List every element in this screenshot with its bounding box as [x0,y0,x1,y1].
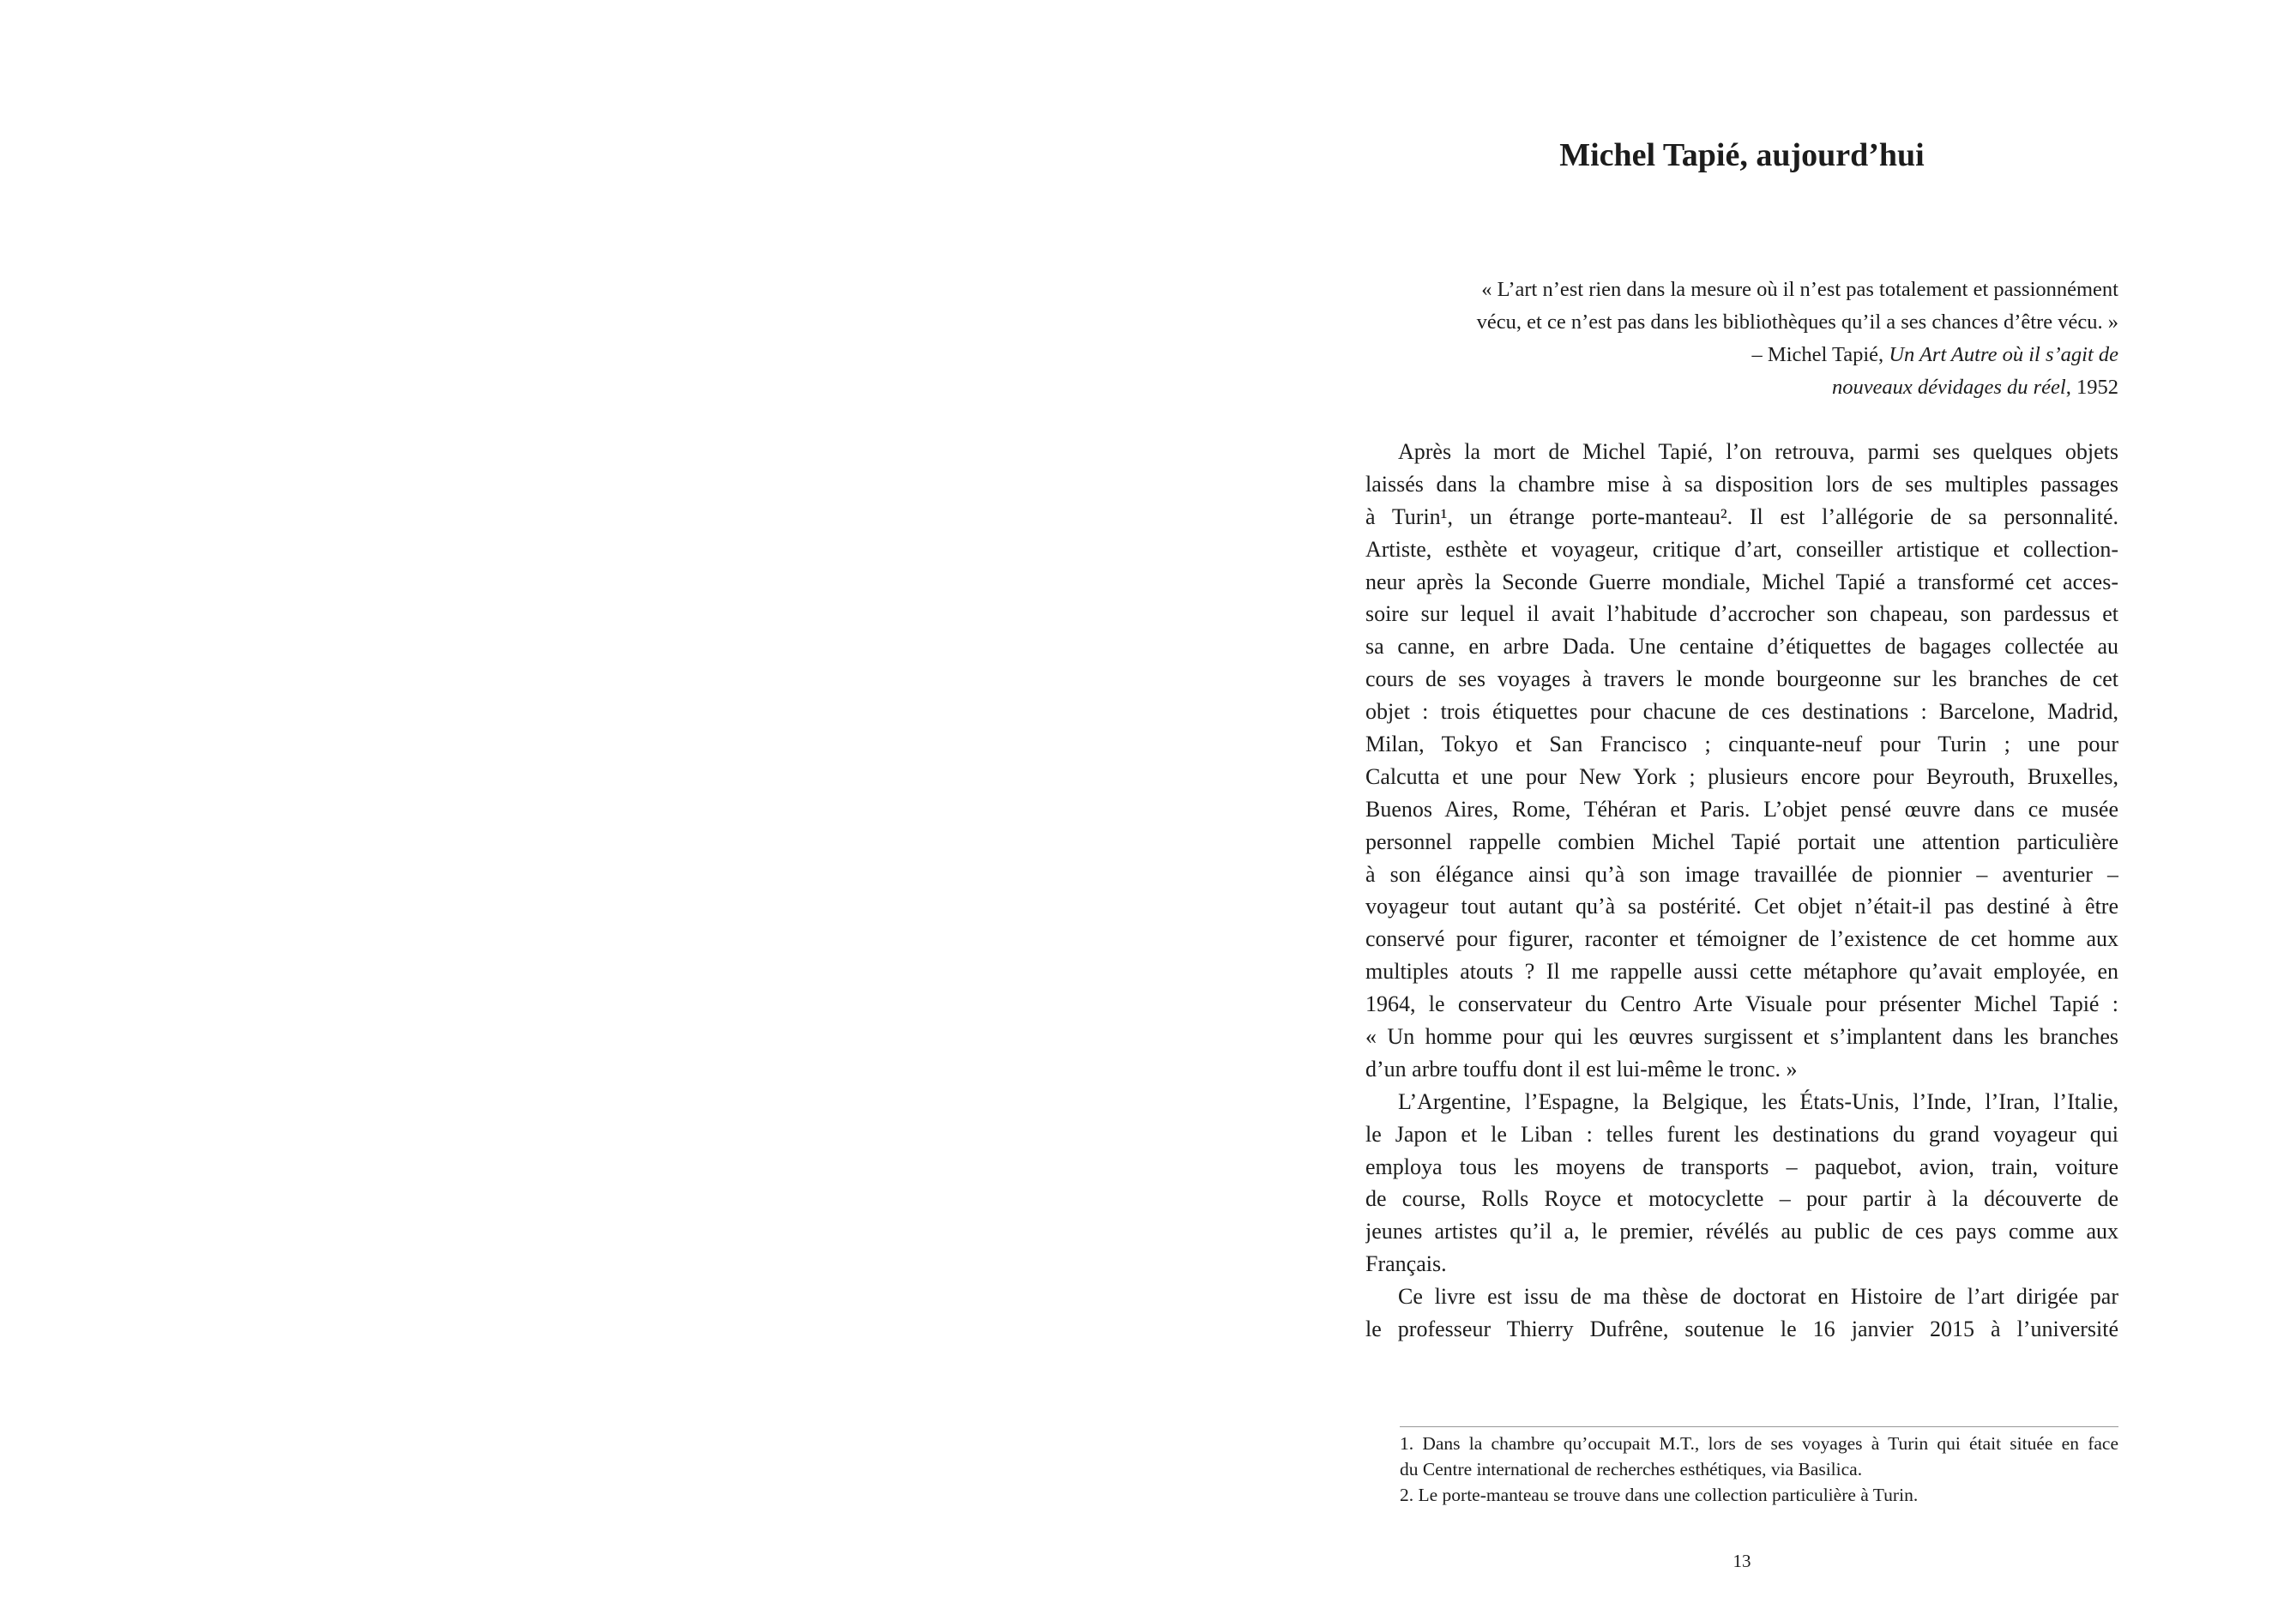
epigraph-line: « L’art n’est rien dans la mesure où il n’est pas totalement et passionnément [1481,278,2118,301]
attribution-work-title: nouveaux dévidages du réel [1831,376,2066,399]
chapter-title: Michel Tapié, aujourd’hui [1559,137,1925,173]
text-line: Milan, Tokyo et San Francisco ; cinquante-neuf pour Turin ; une pour [1365,732,2118,757]
attribution-work-title: Un Art Autre où il s’agit de [1889,343,2118,366]
text-line: Artiste, esthète et voyageur, critique d’art, conseiller artistique et collection- [1365,536,2118,562]
text-line: le Japon et le Liban : telles furent les destinations du grand voyageur qui [1365,1121,2118,1147]
page-number: 13 [1733,1551,1751,1571]
attribution-year: , 1952 [2065,376,2118,399]
attribution-author: – Michel Tapié, [1751,343,1889,366]
text-line: à son élégance ainsi qu’à son image travaillée de pionnier – aventurier – [1365,861,2118,887]
footnotes [1400,1431,2118,1508]
text-line: à Turin¹, un étrange porte-manteau². Il est l’allégorie de sa personnalité. [1365,503,2118,529]
text-line: employa tous les moyens de transports – paquebot, avion, train, voiture [1365,1154,2118,1179]
text-line: « Un homme pour qui les œuvres surgissent et s’implantent dans les branches [1365,1024,2118,1050]
epigraph-attribution [1365,339,2118,371]
text-line: conservé pour figurer, raconter et témoigner de l’existence de cet homme aux [1365,926,2118,952]
text-line: Ce livre est issu de ma thèse de doctorat en Histoire de l’art dirigée par [1398,1284,2118,1310]
footnote-divider [1400,1426,2118,1427]
body-text [1365,436,2118,1346]
text-line: sa canne, en arbre Dada. Une centaine d’étiquettes de bagages collectée au [1365,634,2118,660]
text-line: personnel rappelle combien Michel Tapié portait une attention particulière [1365,829,2118,854]
epigraph-attribution-cont [1365,371,2118,404]
text-line: Buenos Aires, Rome, Téhéran et Paris. L’objet pensé œuvre dans ce musée [1365,796,2118,822]
text-line: soire sur lequel il avait l’habitude d’accrocher son chapeau, son pardessus et [1365,601,2118,627]
text-line: de course, Rolls Royce et motocyclette – pour partir à la découverte de [1365,1186,2118,1212]
text-line: neur après la Seconde Guerre mondiale, Michel Tapié a transformé cet acces- [1365,569,2118,594]
footnote-line: du Centre international de recherches esthétiques, via Basilica. [1400,1459,1863,1479]
footnote-line: 2. Le porte-manteau se trouve dans une collection particulière à Turin. [1400,1485,1919,1505]
epigraph [1365,274,2118,404]
text-line: d’un arbre touffu dont il est lui-même le tronc. » [1365,1056,1798,1082]
text-line: L’Argentine, l’Espagne, la Belgique, les États-Unis, l’Inde, l’Iran, l’Italie, [1398,1088,2118,1114]
text-line: laissés dans la chambre mise à sa disposition lors de ses multiples passages [1365,471,2118,497]
text-line: voyageur tout autant qu’à sa postérité. Cet objet n’était-il pas destiné à être [1365,894,2118,919]
text-line: multiples atouts ? Il me rappelle aussi cette métaphore qu’avait employée, en [1365,959,2118,985]
text-line: 1964, le conservateur du Centro Arte Visuale pour présenter Michel Tapié : [1365,991,2118,1017]
text-line: le professeur Thierry Dufrêne, soutenue le 16 janvier 2015 à l’université [1365,1317,2118,1342]
text-line: objet : trois étiquettes pour chacune de ces destinations : Barcelone, Madrid, [1365,699,2118,725]
text-line: cours de ses voyages à travers le monde bourgeonne sur les branches de cet [1365,666,2118,692]
footnote-line: 1. Dans la chambre qu’occupait M.T., lors de ses voyages à Turin qui était située en face [1400,1433,2118,1454]
text-line: Après la mort de Michel Tapié, l’on retrouva, parmi ses quelques objets [1398,439,2118,464]
text-line: Français. [1365,1251,1447,1277]
text-line: jeunes artistes qu’il a, le premier, révélés au public de ces pays comme aux [1365,1219,2118,1244]
epigraph-line: vécu, et ce n’est pas dans les bibliothèques qu’il a ses chances d’être vécu. » [1476,310,2118,334]
text-line: Calcutta et une pour New York ; plusieurs encore pour Beyrouth, Bruxelles, [1365,763,2118,789]
